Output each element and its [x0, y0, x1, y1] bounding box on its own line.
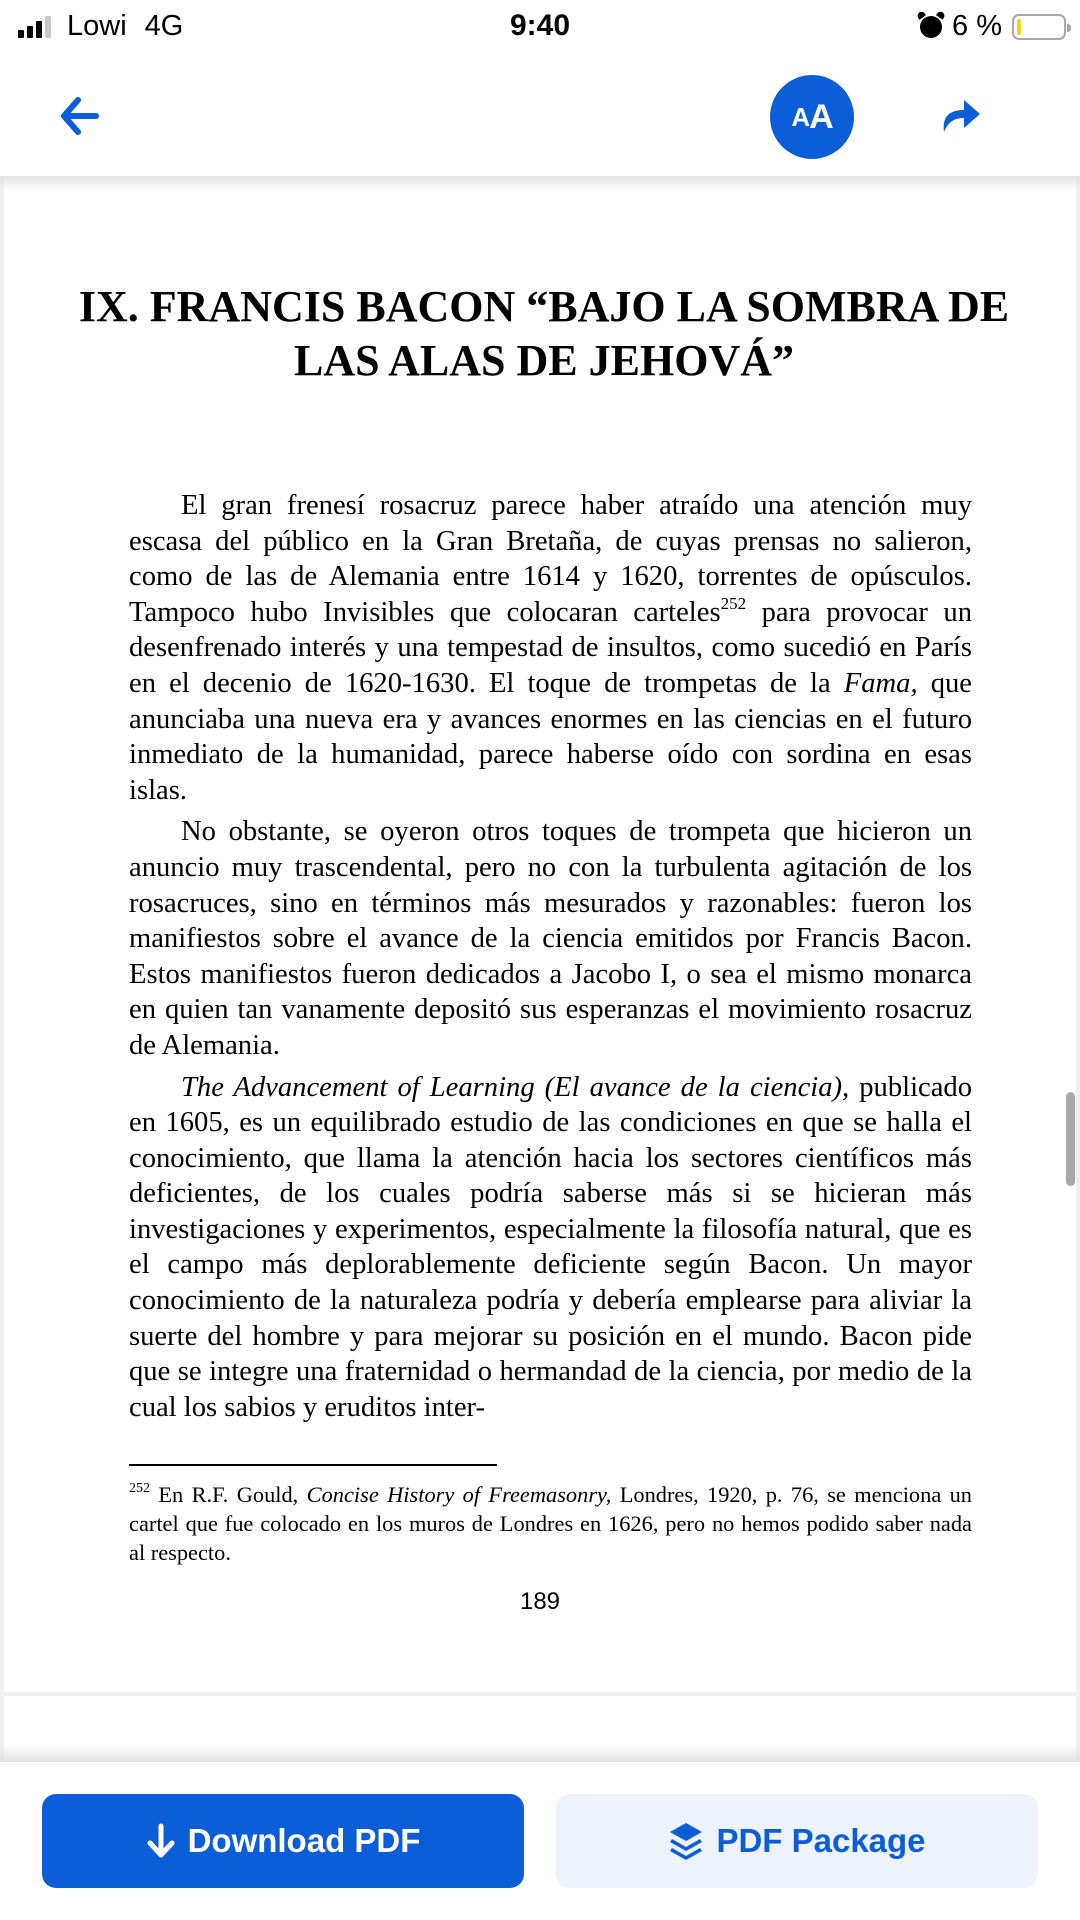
- chapter-title: IX. FRANCIS BACON “BAJO LA SOMBRA DE LAS ALAS DE JEHOVÁ”: [78, 282, 1010, 385]
- status-bar: [0, 0, 1080, 56]
- back-button[interactable]: [56, 94, 104, 138]
- pdf-package-button[interactable]: [556, 1794, 1038, 1888]
- share-button[interactable]: [934, 94, 984, 138]
- share-arrow-icon: [934, 94, 984, 138]
- arrow-down-icon: [146, 1823, 176, 1859]
- scrollbar-thumb[interactable]: [1066, 1092, 1075, 1186]
- clock: 9:40: [509, 9, 571, 42]
- text-size-small-a: A: [791, 101, 810, 132]
- top-toolbar: [0, 56, 1080, 176]
- pdf-page: [4, 176, 1076, 1692]
- carrier-name: Lowi: [67, 10, 127, 42]
- download-pdf-button[interactable]: [42, 1794, 524, 1888]
- text-size-button[interactable]: [770, 75, 854, 159]
- battery-icon: [1012, 14, 1066, 40]
- bottom-action-bar: [0, 1762, 1080, 1920]
- layers-icon: [668, 1821, 704, 1861]
- footnote-reference[interactable]: 252: [720, 593, 747, 613]
- text-size-large-a: A: [809, 97, 833, 136]
- viewer-shadow: [0, 1744, 1080, 1762]
- download-pdf-label: Download PDF: [187, 1822, 421, 1859]
- pdf-viewer[interactable]: [0, 176, 1080, 1762]
- footnote: $^{252}$ En R.F. Gould, Concise History of Freemasonry, Londres, 1920, p. 76, se menciona un cartel que fue colocado en los muros de Londres en 1626, pero no hemos podido saber nada al respecto.: [129, 1481, 972, 1565]
- battery-percent: 6 %: [952, 10, 1002, 42]
- battery-level: [1017, 19, 1021, 35]
- pdf-package-label: PDF Package: [716, 1822, 926, 1859]
- paragraph-2: No obstante, se oyeron otros toques de trompeta que hicieron un anuncio muy trascendental, pero no con la turbulenta agitación de los rosacruces, sino en términos más mesurados y razonables: fueron los manifiestos sobre el avance de la ciencia emitidos por Francis Bacon. Estos manifiestos fueron dedicados a Jacobo I, o sea el mismo monarca en quien tan vanamente depositó sus esperanzas el movimiento rosacruz de Alemania.: [129, 816, 972, 1061]
- footnote-divider: [129, 1464, 497, 1466]
- paragraph-3: The Advancement of Learning (El avance de la ciencia), publicado en 1605, es un equilibrado estudio de las condiciones en que se halla el conocimiento, que llama la atención hacia los sectores científicos más deficientes, de los cuales podría saberse más si se hicieran más investigaciones y experimentos, especialmente la filosofía natural, que es el campo más deplorablemente deficiente según Bacon. Un mayor conocimiento de la naturaleza podría y debería emplearse para aliviar la suerte del hombre y para mejorar su posición en el mundo. Bacon pide que se integre una fraternidad o hermandad de la ciencia, por medio de la cual los sabios y eruditos inter-: [129, 1071, 972, 1423]
- footnote-number: 252: [129, 1481, 150, 1496]
- status-right: [920, 10, 1066, 43]
- page-number: 189: [519, 1588, 561, 1615]
- paragraph-1: El gran frenesí rosacruz parece haber atraído una atención muy escasa del público en la Gran Bretaña, de cuyas prensas no salieron, como de las de Alemania entre 1614 y 1620, torrentes de opúsculos. Tampoco hubo Invisibles que colocaran carteles$^{252}$ para provocar un desenfrenado interés y una tempestad de insultos, como sucedió en París en el decenio de 1620-1630. El toque de trompetas de la Fama, que anunciaba una nueva era y avances enormes en las ciencias en el futuro inmediato de la humanidad, parece haberse oído con sordina en esas islas.: [129, 490, 972, 806]
- arrow-left-icon: [56, 94, 104, 138]
- network-type: 4G: [144, 10, 184, 42]
- alarm-icon: [920, 16, 942, 38]
- body-text: [129, 488, 972, 1431]
